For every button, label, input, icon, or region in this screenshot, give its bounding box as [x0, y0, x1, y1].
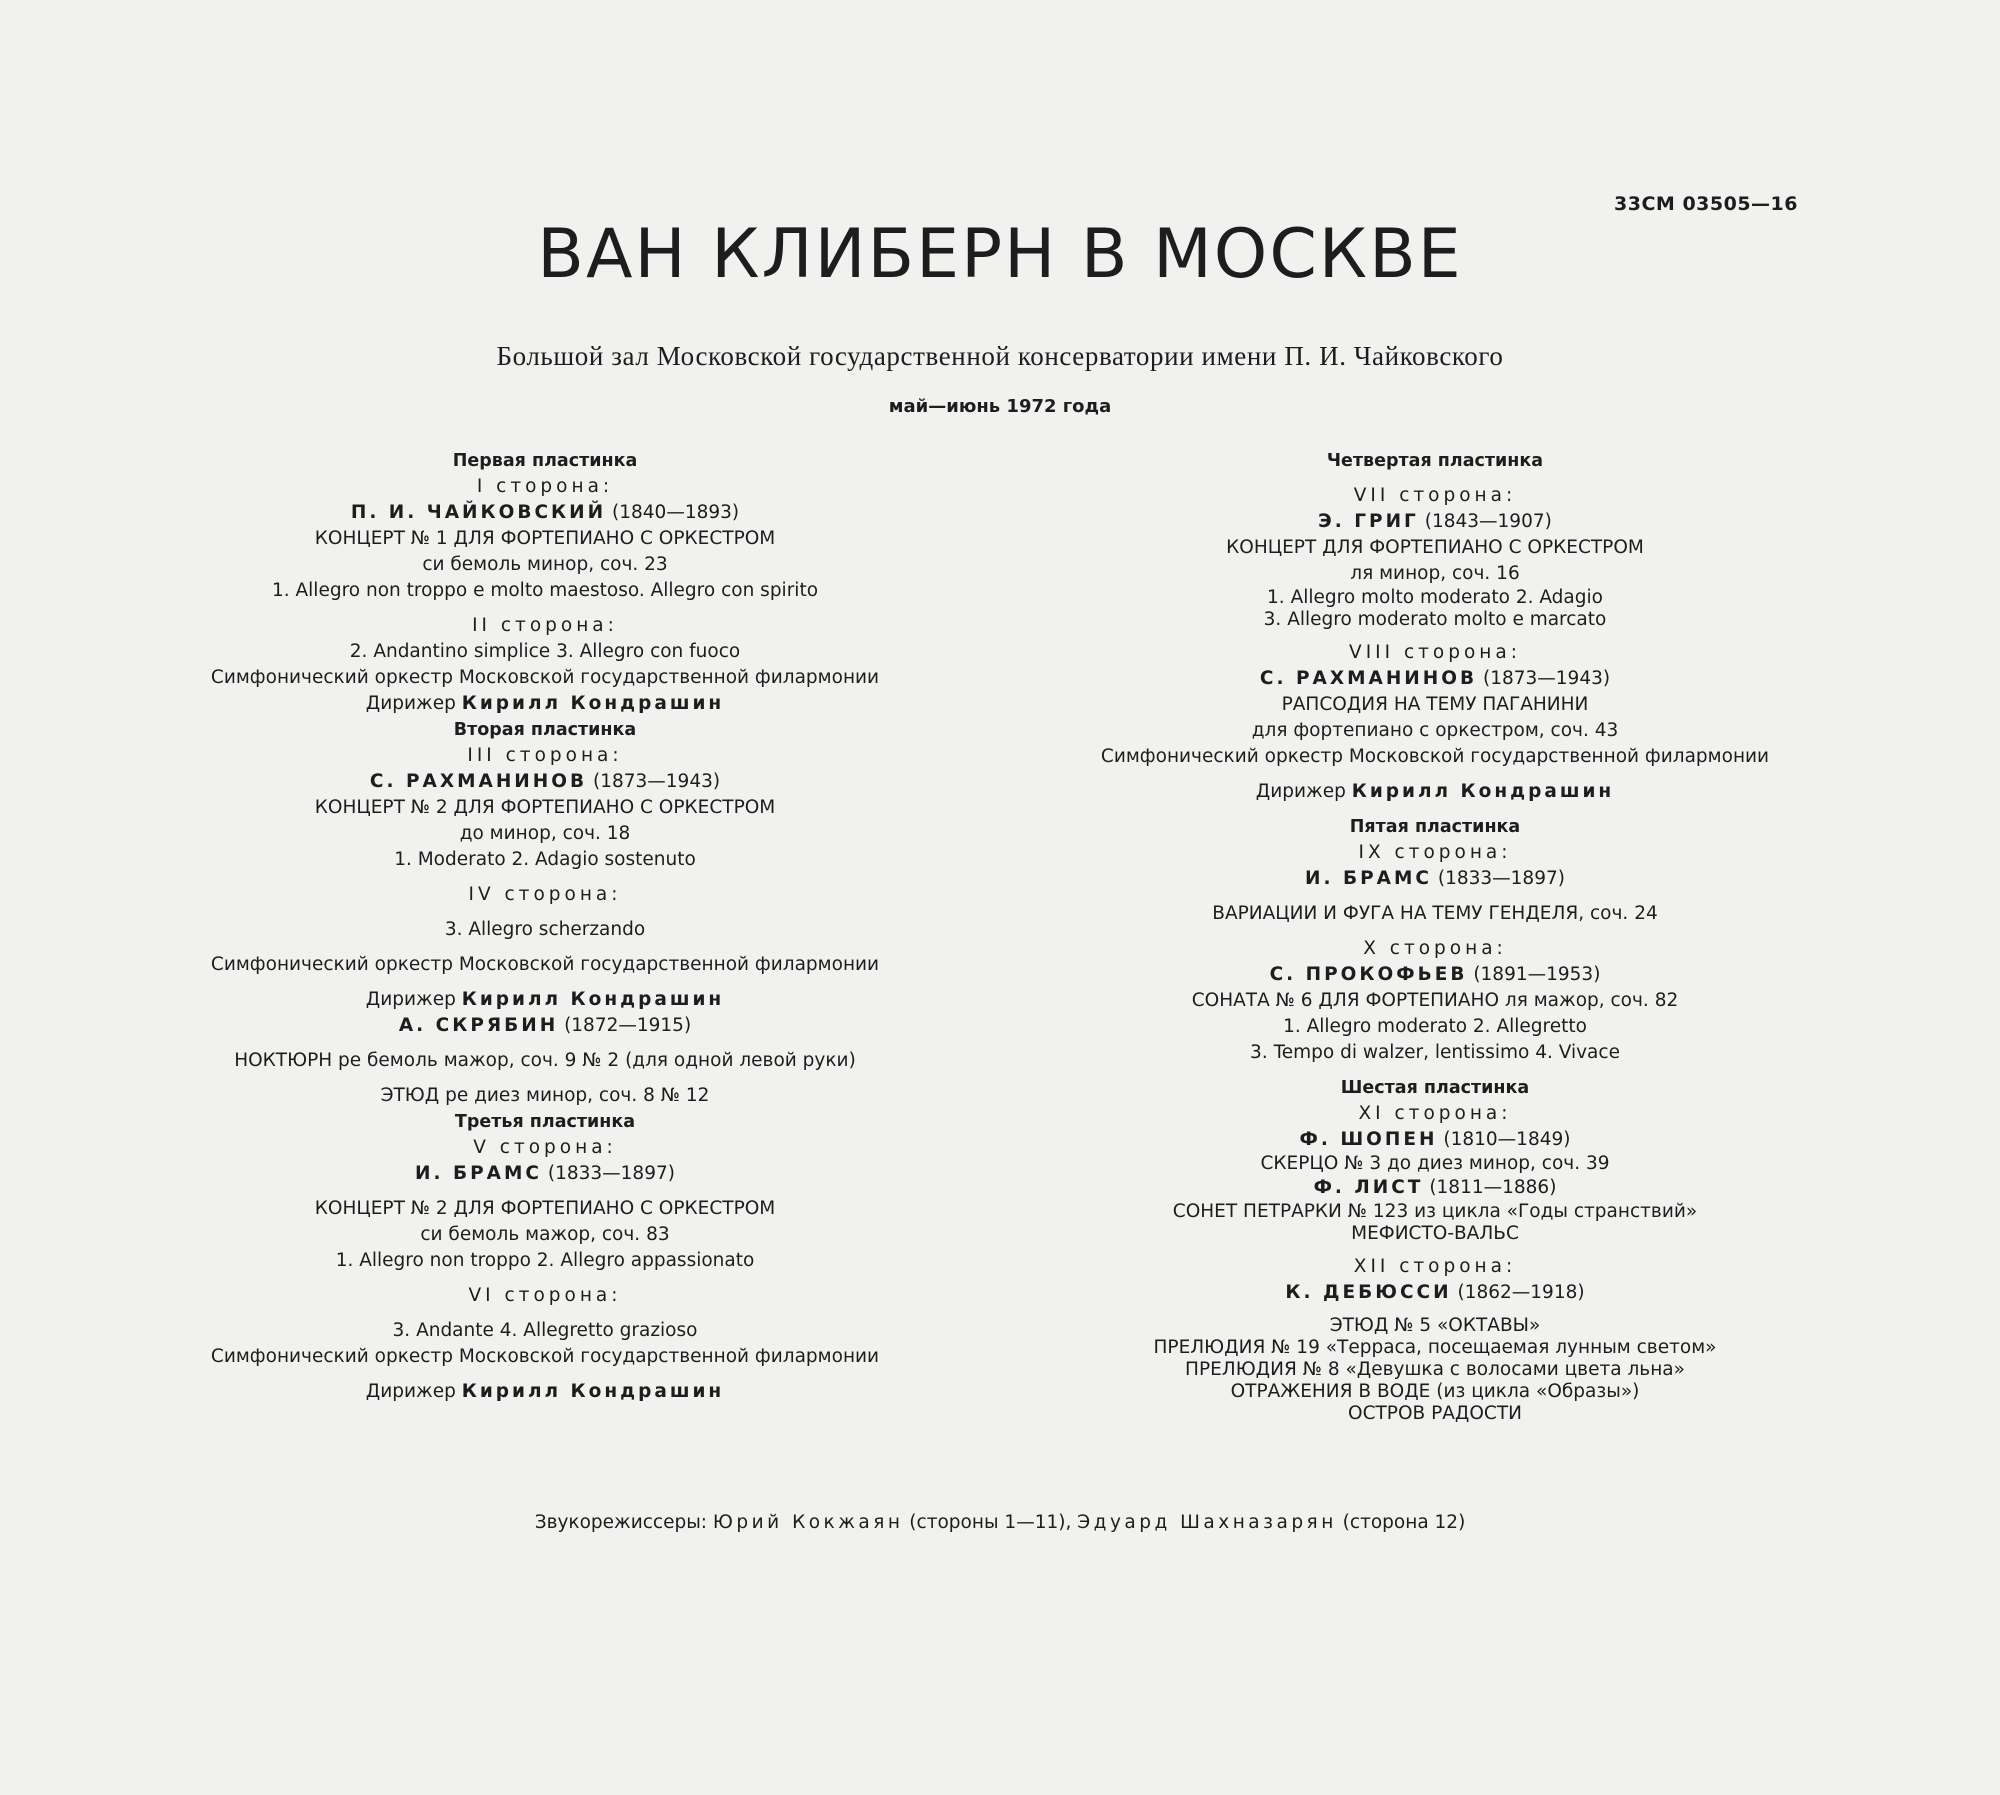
composer-name: Ф. ЛИСТ [1313, 1177, 1424, 1198]
work-line: 3. Allegro scherzando [444, 919, 646, 940]
work-line: 3. Allegro moderato molto e marcato [1263, 609, 1607, 630]
conductor-label: Дирижер [365, 1381, 462, 1402]
conductor-label: Дирижер [365, 693, 462, 714]
composer-name: С. РАХМАНИНОВ [369, 771, 588, 792]
work-line: 1. Allegro non troppo e molto maestoso. Allegro con spirito [271, 580, 819, 601]
record-heading: Вторая пластинка [453, 720, 637, 740]
record-heading: Третья пластинка [454, 1112, 636, 1132]
work-line: Симфонический оркестр Московской государственной филармонии [210, 667, 880, 688]
work-line: си бемоль минор, соч. 23 [422, 554, 668, 575]
work-line: КОНЦЕРТ ДЛЯ ФОРТЕПИАНО С ОРКЕСТРОМ [1226, 537, 1644, 558]
side-label: IX сторона: [1358, 842, 1512, 863]
work-line: ЭТЮД ре диез минор, соч. 8 № 12 [380, 1085, 710, 1106]
composer-name: И. БРАМС [1305, 868, 1432, 889]
side-label: VI сторона: [468, 1285, 622, 1306]
conductor-name: Кирилл Кондрашин [1351, 781, 1615, 802]
side-label: VIII сторона: [1349, 642, 1521, 663]
catalog-number: 33СМ 03505—16 [1614, 193, 1798, 215]
composer-name: И. БРАМС [415, 1163, 542, 1184]
composer-years: (1843—1907) [1418, 511, 1552, 532]
engineer-sides: (стороны 1—11), [903, 1512, 1078, 1533]
composer-years: (1873—1943) [1477, 668, 1611, 689]
conductor-name: Кирилл Кондрашин [461, 693, 725, 714]
composer-line [1060, 666, 1810, 692]
composer-line [170, 1013, 920, 1039]
work-line: ПРЕЛЮДИЯ № 8 «Девушка с волосами цвета льна» [1185, 1359, 1685, 1380]
composer-years: (1811—1886) [1423, 1177, 1557, 1198]
tracklist-right-column [1060, 448, 1810, 1425]
composer-name: А. СКРЯБИН [398, 1015, 559, 1036]
work-line: КОНЦЕРТ № 1 ДЛЯ ФОРТЕПИАНО С ОРКЕСТРОМ [314, 528, 776, 549]
work-line: 1. Moderato 2. Adagio sostenuto [394, 849, 696, 870]
composer-years: (1810—1849) [1437, 1129, 1571, 1150]
composer-name: П. И. ЧАЙКОВСКИЙ [350, 502, 607, 523]
side-label: XII сторона: [1353, 1256, 1517, 1277]
side-label: II сторона: [472, 615, 618, 636]
composer-years: (1833—1897) [1431, 868, 1565, 889]
work-line: 3. Tempo di walzer, lentissimo 4. Vivace [1250, 1042, 1620, 1063]
work-line: СОНЕТ ПЕТРАРКИ № 123 из цикла «Годы странствий» [1172, 1201, 1698, 1222]
work-line: Симфонический оркестр Московской государственной филармонии [1100, 746, 1770, 767]
engineer-name: Юрий Кокжаян [712, 1512, 904, 1533]
work-line: НОКТЮРН ре бемоль мажор, соч. 9 № 2 (для одной левой руки) [234, 1050, 856, 1071]
composer-line [170, 500, 920, 526]
work-line: 2. Andantino simplice 3. Allegro con fuoco [349, 641, 741, 662]
composer-name: Э. ГРИГ [1318, 511, 1419, 532]
work-line: ОТРАЖЕНИЯ В ВОДЕ (из цикла «Образы») [1230, 1381, 1640, 1402]
side-label: III сторона: [467, 745, 623, 766]
work-line: ВАРИАЦИИ И ФУГА НА ТЕМУ ГЕНДЕЛЯ, соч. 24 [1212, 903, 1658, 924]
composer-name: С. РАХМАНИНОВ [1259, 668, 1478, 689]
work-line: РАПСОДИЯ НА ТЕМУ ПАГАНИНИ [1281, 694, 1589, 715]
composer-line [170, 769, 920, 795]
conductor-line [170, 691, 920, 717]
work-line: ОСТРОВ РАДОСТИ [1348, 1403, 1522, 1424]
work-line: КОНЦЕРТ № 2 ДЛЯ ФОРТЕПИАНО С ОРКЕСТРОМ [314, 1198, 776, 1219]
record-heading: Четвертая пластинка [1326, 451, 1544, 471]
composer-name: К. ДЕБЮССИ [1285, 1282, 1452, 1303]
engineer-name: Эдуард Шахназарян [1077, 1512, 1337, 1533]
engineer-sides: (сторона 12) [1336, 1512, 1466, 1533]
conductor-name: Кирилл Кондрашин [461, 989, 725, 1010]
work-line: СКЕРЦО № 3 до диез минор, соч. 39 [1260, 1153, 1610, 1174]
record-heading: Первая пластинка [452, 451, 638, 471]
conductor-label: Дирижер [1255, 781, 1352, 802]
composer-line [1060, 866, 1810, 892]
venue-line: Большой зал Московской государственной консерватории имени П. И. Чайковского [496, 341, 1504, 371]
conductor-line [1060, 779, 1810, 805]
composer-line [170, 1161, 920, 1187]
sound-engineers-credit [0, 1510, 2000, 1536]
composer-line [1060, 1175, 1810, 1201]
work-line: ПРЕЛЮДИЯ № 19 «Терраса, посещаемая лунным светом» [1153, 1337, 1717, 1358]
conductor-line [170, 987, 920, 1013]
composer-years: (1840—1893) [606, 502, 740, 523]
composer-line [1060, 1280, 1810, 1306]
engineers-label: Звукорежиссеры: [534, 1512, 713, 1533]
work-line: 1. Allegro non troppo 2. Allegro appassionato [335, 1250, 755, 1271]
work-line: си бемоль мажор, соч. 83 [420, 1224, 670, 1245]
tracklist-left-column [170, 448, 920, 1405]
composer-name: С. ПРОКОФЬЕВ [1269, 964, 1468, 985]
composer-years: (1873—1943) [587, 771, 721, 792]
album-title: ВАН КЛИБЕРН В МОСКВЕ [537, 215, 1463, 294]
composer-line [1060, 962, 1810, 988]
record-heading: Шестая пластинка [1340, 1078, 1530, 1098]
work-line: Симфонический оркестр Московской государственной филармонии [210, 1346, 880, 1367]
side-label: I сторона: [476, 476, 614, 497]
side-label: X сторона: [1363, 938, 1507, 959]
work-line: 1. Allegro moderato 2. Allegretto [1283, 1016, 1587, 1037]
side-label: V сторона: [473, 1137, 617, 1158]
composer-years: (1891—1953) [1467, 964, 1601, 985]
record-heading: Пятая пластинка [1349, 817, 1521, 837]
side-label: VII сторона: [1353, 485, 1517, 506]
work-line: до минор, соч. 18 [459, 823, 631, 844]
side-label: IV сторона: [468, 884, 622, 905]
conductor-line [170, 1379, 920, 1405]
composer-years: (1862—1918) [1451, 1282, 1585, 1303]
recording-dates: май—июнь 1972 года [888, 396, 1112, 417]
conductor-label: Дирижер [365, 989, 462, 1010]
composer-line [1060, 509, 1810, 535]
composer-line [1060, 1127, 1810, 1153]
work-line: 3. Andante 4. Allegretto grazioso [392, 1320, 698, 1341]
work-line: Симфонический оркестр Московской государственной филармонии [210, 954, 880, 975]
work-line: ля минор, соч. 16 [1350, 563, 1520, 584]
work-line: 1. Allegro molto moderato 2. Adagio [1267, 587, 1603, 608]
conductor-name: Кирилл Кондрашин [461, 1381, 725, 1402]
composer-years: (1872—1915) [558, 1015, 692, 1036]
composer-years: (1833—1897) [541, 1163, 675, 1184]
work-line: ЭТЮД № 5 «ОКТАВЫ» [1329, 1315, 1541, 1336]
composer-name: Ф. ШОПЕН [1299, 1129, 1438, 1150]
work-line: КОНЦЕРТ № 2 ДЛЯ ФОРТЕПИАНО С ОРКЕСТРОМ [314, 797, 776, 818]
work-line: СОНАТА № 6 ДЛЯ ФОРТЕПИАНО ля мажор, соч. 82 [1191, 990, 1679, 1011]
side-label: XI сторона: [1358, 1103, 1512, 1124]
work-line: для фортепиано с оркестром, соч. 43 [1251, 720, 1619, 741]
work-line: МЕФИСТО-ВАЛЬС [1351, 1223, 1519, 1244]
